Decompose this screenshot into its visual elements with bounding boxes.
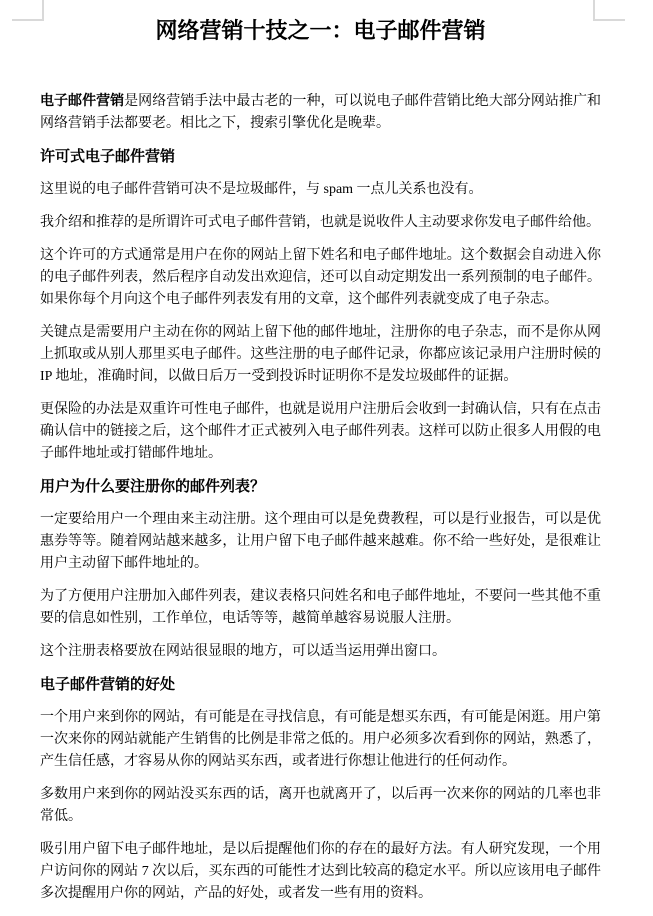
intro-text: 是网络营销手法中最古老的一种，可以说电子邮件营销比绝大部分网站推广和网络营销手法都要老。相比之下，搜索引擎优化是晚辈。 (40, 94, 602, 131)
paragraph-simple-form: 为了方便用户注册加入邮件列表，建议表格只问姓名和电子邮件地址，不要问一些其他不重要的信息如性别，工作单位，电话等等，越简单越容易说服人注册。 (40, 589, 601, 626)
paragraph-signup-flow: 这个许可的方式通常是用户在你的网站上留下姓名和电子邮件地址。这个数据会自动进入你的电子邮件列表，然后程序自动发出欢迎信，还可以自动定期发出一系列预制的电子邮件。如果你每个月向这个电子邮件列表发有用的文章，这个邮件列表就变成了电子杂志。 (40, 248, 601, 307)
paragraph-key-point-opt-in: 关键点是需要用户主动在你的网站上留下他的邮件地址，注册你的电子杂志，而不是你从网上抓取或从别人那里买电子邮件。这些注册的电子邮件记录，你都应该记录用户注册时候的 IP 地址，准确时间，以做日后万一受到投诉时证明你不是发垃圾邮件的证据。 (40, 325, 601, 384)
paragraph-remind-users-by-email: 吸引用户留下电子邮件地址，是以后提醒他们你的存在的最好方法。有人研究发现，一个用户访问你的网站 7 次以后，买东西的可能性才达到比较高的稳定水平。所以应该用电子邮件多次提醒用户你的网站，产品的好处，或者发一些有用的资料。 (40, 842, 601, 901)
section-heading-why-subscribe: 用户为什么要注册你的邮件列表？ (40, 479, 266, 495)
paragraph-double-opt-in: 更保险的办法是双重许可性电子邮件，也就是说用户注册后会收到一封确认信，只有在点击确认信中的链接之后，这个邮件才正式被列入电子邮件列表。这样可以防止很多人用假的电子邮件地址或打错邮件地址。 (40, 402, 601, 461)
paragraph-first-visit-rarely-buys: 一个用户来到你的网站，有可能是在寻找信息，有可能是想买东西，有可能是闲逛。用户第一次来你的网站就能产生销售的比例是非常之低的。用户必须多次看到你的网站，熟悉了，产生信任感，才容易从你的网站买东西，或者进行你想让他进行的任何动作。 (40, 710, 601, 769)
section-heading-benefits: 电子邮件营销的好处 (40, 677, 176, 693)
paragraph-give-reason: 一定要给用户一个理由来主动注册。这个理由可以是免费教程，可以是行业报告，可以是优惠券等等。随着网站越来越多，让用户留下电子邮件越来越难。你不给一些好处，是很难让用户主动留下邮件地址的。 (40, 512, 601, 571)
document-body (40, 0, 601, 916)
intro-paragraph (40, 91, 601, 135)
intro-bold-lead: 电子邮件营销 (40, 94, 125, 109)
paragraph-form-placement: 这个注册表格要放在网站很显眼的地方，可以适当运用弹出窗口。 (40, 644, 446, 659)
paragraph-not-spam: 这里说的电子邮件营销可决不是垃圾邮件，与 spam 一点儿关系也没有。 (40, 182, 483, 197)
section-heading-permission-email: 许可式电子邮件营销 (40, 149, 176, 165)
paragraph-permission-definition: 我介绍和推荐的是所谓许可式电子邮件营销，也就是说收件人主动要求你发电子邮件给他。 (40, 215, 600, 230)
page-title: 网络营销十技之一：电子邮件营销 (155, 18, 486, 43)
paragraph-most-users-leave: 多数用户来到你的网站没买东西的话，离开也就离开了，以后再一次来你的网站的几率也非常低。 (40, 787, 601, 824)
